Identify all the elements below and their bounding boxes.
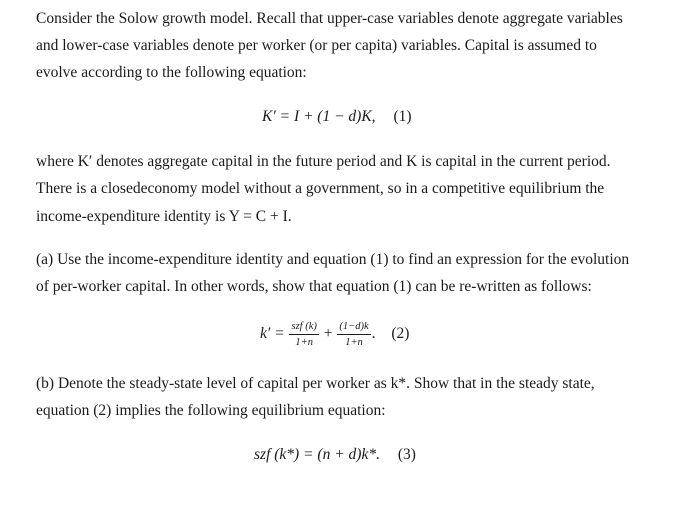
equation-2-plus: + — [323, 325, 333, 343]
fraction-1-denominator: 1+n — [295, 337, 313, 348]
intro-line-3: evolve according to the following equation: — [36, 64, 307, 81]
para2-line-2: There is a closedeconomy model without a government, so in a competitive equilibrium the — [36, 180, 605, 197]
equation-3-body: szf (k*) = (n + d)k*. — [254, 446, 380, 463]
fraction-2-numerator: (1−d)k — [337, 320, 370, 335]
part-b-line-2: equation (2) implies the following equilibrium equation: — [36, 402, 386, 419]
equation-1-body: K′ = I + (1 − d)K, — [262, 108, 376, 125]
equation-1 — [262, 107, 412, 127]
fraction-1-numerator: szf (k) — [289, 320, 318, 335]
equation-2-fraction-1 — [289, 320, 318, 349]
para2-line-1: where K′ denotes aggregate capital in the future period and K is capital in the current period. — [36, 153, 611, 170]
part-a-line-2: of per-worker capital. In other words, show that equation (1) can be re-written as follows: — [36, 278, 592, 295]
equation-2-lhs: k′ = — [260, 325, 285, 343]
equation-3-label: (3) — [397, 446, 416, 463]
part-a-line-1: (a) Use the income-expenditure identity and equation (1) to find an expression for the evolution — [36, 251, 630, 268]
equation-2-fraction-2 — [337, 320, 370, 349]
equation-2-period: . — [371, 325, 376, 343]
part-b-line-1: (b) Denote the steady-state level of capital per worker as k*. Show that in the steady state, — [36, 375, 595, 392]
equation-2-label: (2) — [391, 325, 410, 343]
para2-line-3: income-expenditure identity is Y = C + I. — [36, 208, 292, 225]
equation-2 — [260, 320, 409, 349]
intro-line-2: and lower-case variables denote per worker (or per capita) variables. Capital is assumed to — [36, 37, 597, 54]
intro-line-1: Consider the Solow growth model. Recall that upper-case variables denote aggregate variables — [36, 10, 623, 27]
equation-1-label: (1) — [393, 108, 412, 125]
equation-3 — [254, 445, 416, 465]
fraction-2-denominator: 1+n — [345, 337, 363, 348]
